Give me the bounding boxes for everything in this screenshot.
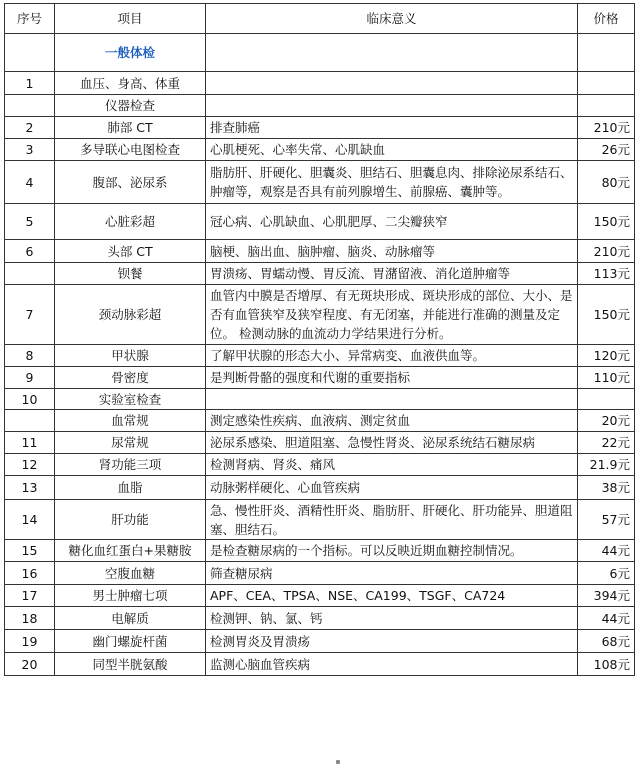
row-number: 4 — [5, 161, 55, 204]
row-meaning: 是判断骨骼的强度和代谢的重要指标 — [206, 367, 578, 389]
table-row — [5, 72, 635, 95]
table-row — [5, 117, 635, 139]
row-number: 13 — [5, 476, 55, 500]
row-price — [578, 389, 635, 410]
row-item: 肝功能 — [55, 500, 206, 540]
row-number: 11 — [5, 432, 55, 454]
row-price: 210元 — [578, 117, 635, 139]
row-item: 血压、身高、体重 — [55, 72, 206, 95]
row-number: 10 — [5, 389, 55, 410]
row-number: 7 — [5, 285, 55, 345]
row-number: 20 — [5, 653, 55, 676]
row-price: 110元 — [578, 367, 635, 389]
row-item: 腹部、泌尿系 — [55, 161, 206, 204]
row-price: 38元 — [578, 476, 635, 500]
row-item: 甲状腺 — [55, 345, 206, 367]
row-price: 108元 — [578, 653, 635, 676]
row-item: 肾功能三项 — [55, 454, 206, 476]
row-meaning: 胃溃疡、胃蠕动慢、胃反流、胃潴留液、消化道肿瘤等 — [206, 263, 578, 285]
header-item: 项目 — [55, 4, 206, 34]
row-number: 8 — [5, 345, 55, 367]
row-number: 16 — [5, 562, 55, 585]
row-price: 394元 — [578, 585, 635, 607]
table-header-row — [5, 4, 635, 34]
table-row — [5, 630, 635, 653]
header-no: 序号 — [5, 4, 55, 34]
row-number — [5, 410, 55, 432]
table-row — [5, 432, 635, 454]
row-price: 22元 — [578, 432, 635, 454]
row-meaning — [206, 72, 578, 95]
table-row — [5, 389, 635, 410]
table-row — [5, 95, 635, 117]
row-item: 糖化血红蛋白+果糖胺 — [55, 540, 206, 562]
row-price: 80元 — [578, 161, 635, 204]
row-price: 44元 — [578, 607, 635, 630]
row-number — [5, 95, 55, 117]
table-row — [5, 345, 635, 367]
row-meaning: 测定感染性疾病、血液病、测定贫血 — [206, 410, 578, 432]
row-item: 仪器检查 — [55, 95, 206, 117]
row-price: 20元 — [578, 410, 635, 432]
row-item: 同型半胱氨酸 — [55, 653, 206, 676]
row-item: 血脂 — [55, 476, 206, 500]
row-number: 2 — [5, 117, 55, 139]
row-price: 57元 — [578, 500, 635, 540]
row-meaning: 检测肾病、肾炎、痛风 — [206, 454, 578, 476]
table-row — [5, 653, 635, 676]
table-row — [5, 454, 635, 476]
row-item: 颈动脉彩超 — [55, 285, 206, 345]
row-meaning: 冠心病、心肌缺血、心肌肥厚、二尖瓣狭窄 — [206, 204, 578, 240]
row-meaning: 脂肪肝、肝硬化、胆囊炎、胆结石、胆囊息肉、排除泌尿系结石、肿瘤等，观察是否具有前列腺增生、前腺癌、囊肿等。 — [206, 161, 578, 204]
table-row — [5, 285, 635, 345]
row-meaning — [206, 95, 578, 117]
row-price: 68元 — [578, 630, 635, 653]
row-item: 骨密度 — [55, 367, 206, 389]
row-item: 实验室检查 — [55, 389, 206, 410]
row-number: 5 — [5, 204, 55, 240]
row-item: 头部 CT — [55, 240, 206, 263]
row-item: 空腹血糖 — [55, 562, 206, 585]
row-meaning: 筛查糖尿病 — [206, 562, 578, 585]
row-meaning: 血管内中膜是否增厚、有无斑块形成、斑块形成的部位、大小、是否有血管狭窄及狭窄程度、有无闭塞，并能进行准确的测量及定位。 检测动脉的血流动力学结果进行分析。 — [206, 285, 578, 345]
row-price: 120元 — [578, 345, 635, 367]
page-mark — [336, 760, 340, 764]
row-number: 18 — [5, 607, 55, 630]
table-row — [5, 410, 635, 432]
row-meaning: 监测心脑血管疾病 — [206, 653, 578, 676]
row-meaning: APF、CEA、TPSA、NSE、CA199、TSGF、CA724 — [206, 585, 578, 607]
row-number — [5, 34, 55, 72]
row-number: 3 — [5, 139, 55, 161]
row-price — [578, 95, 635, 117]
row-meaning — [206, 34, 578, 72]
table-row — [5, 240, 635, 263]
row-meaning: 泌尿系感染、胆道阻塞、急慢性肾炎、泌尿系统结石糖尿病 — [206, 432, 578, 454]
row-item: 钡餐 — [55, 263, 206, 285]
row-meaning: 了解甲状腺的形态大小、异常病变、血液供血等。 — [206, 345, 578, 367]
row-meaning: 脑梗、脑出血、脑肿瘤、脑炎、动脉瘤等 — [206, 240, 578, 263]
row-number: 1 — [5, 72, 55, 95]
row-meaning — [206, 389, 578, 410]
row-item: 血常规 — [55, 410, 206, 432]
header-meaning: 临床意义 — [206, 4, 578, 34]
row-meaning: 急、慢性肝炎、酒精性肝炎、脂肪肝、肝硬化、肝功能异、胆道阻塞、胆结石。 — [206, 500, 578, 540]
row-meaning: 心肌梗死、心率失常、心肌缺血 — [206, 139, 578, 161]
checkup-price-table — [4, 3, 635, 676]
row-price: 21.9元 — [578, 454, 635, 476]
row-price: 44元 — [578, 540, 635, 562]
row-meaning: 检测钾、钠、氯、钙 — [206, 607, 578, 630]
row-item: 多导联心电图检查 — [55, 139, 206, 161]
header-price: 价格 — [578, 4, 635, 34]
row-number: 6 — [5, 240, 55, 263]
table-row — [5, 367, 635, 389]
row-price: 150元 — [578, 204, 635, 240]
table-row — [5, 607, 635, 630]
row-meaning: 检测胃炎及胃溃疡 — [206, 630, 578, 653]
table-row — [5, 562, 635, 585]
table-row — [5, 204, 635, 240]
table-row — [5, 476, 635, 500]
row-number: 15 — [5, 540, 55, 562]
row-price: 210元 — [578, 240, 635, 263]
table-row — [5, 500, 635, 540]
row-price: 113元 — [578, 263, 635, 285]
row-price: 26元 — [578, 139, 635, 161]
table-row — [5, 540, 635, 562]
row-number: 12 — [5, 454, 55, 476]
table-row — [5, 34, 635, 72]
row-item: 幽门螺旋杆菌 — [55, 630, 206, 653]
row-number: 19 — [5, 630, 55, 653]
row-meaning: 排查肺癌 — [206, 117, 578, 139]
row-price: 6元 — [578, 562, 635, 585]
table-row — [5, 161, 635, 204]
row-item: 心脏彩超 — [55, 204, 206, 240]
row-price — [578, 72, 635, 95]
row-item: 电解质 — [55, 607, 206, 630]
row-item: 男士肿瘤七项 — [55, 585, 206, 607]
row-number: 14 — [5, 500, 55, 540]
table-row — [5, 139, 635, 161]
row-meaning: 是检查糖尿病的一个指标。可以反映近期血糖控制情况。 — [206, 540, 578, 562]
row-item: 一般体检 — [55, 34, 206, 72]
row-price: 150元 — [578, 285, 635, 345]
row-item: 尿常规 — [55, 432, 206, 454]
row-number: 17 — [5, 585, 55, 607]
row-meaning: 动脉粥样硬化、心血管疾病 — [206, 476, 578, 500]
row-price — [578, 34, 635, 72]
table-row — [5, 585, 635, 607]
row-number — [5, 263, 55, 285]
row-item: 肺部 CT — [55, 117, 206, 139]
row-number: 9 — [5, 367, 55, 389]
table-row — [5, 263, 635, 285]
